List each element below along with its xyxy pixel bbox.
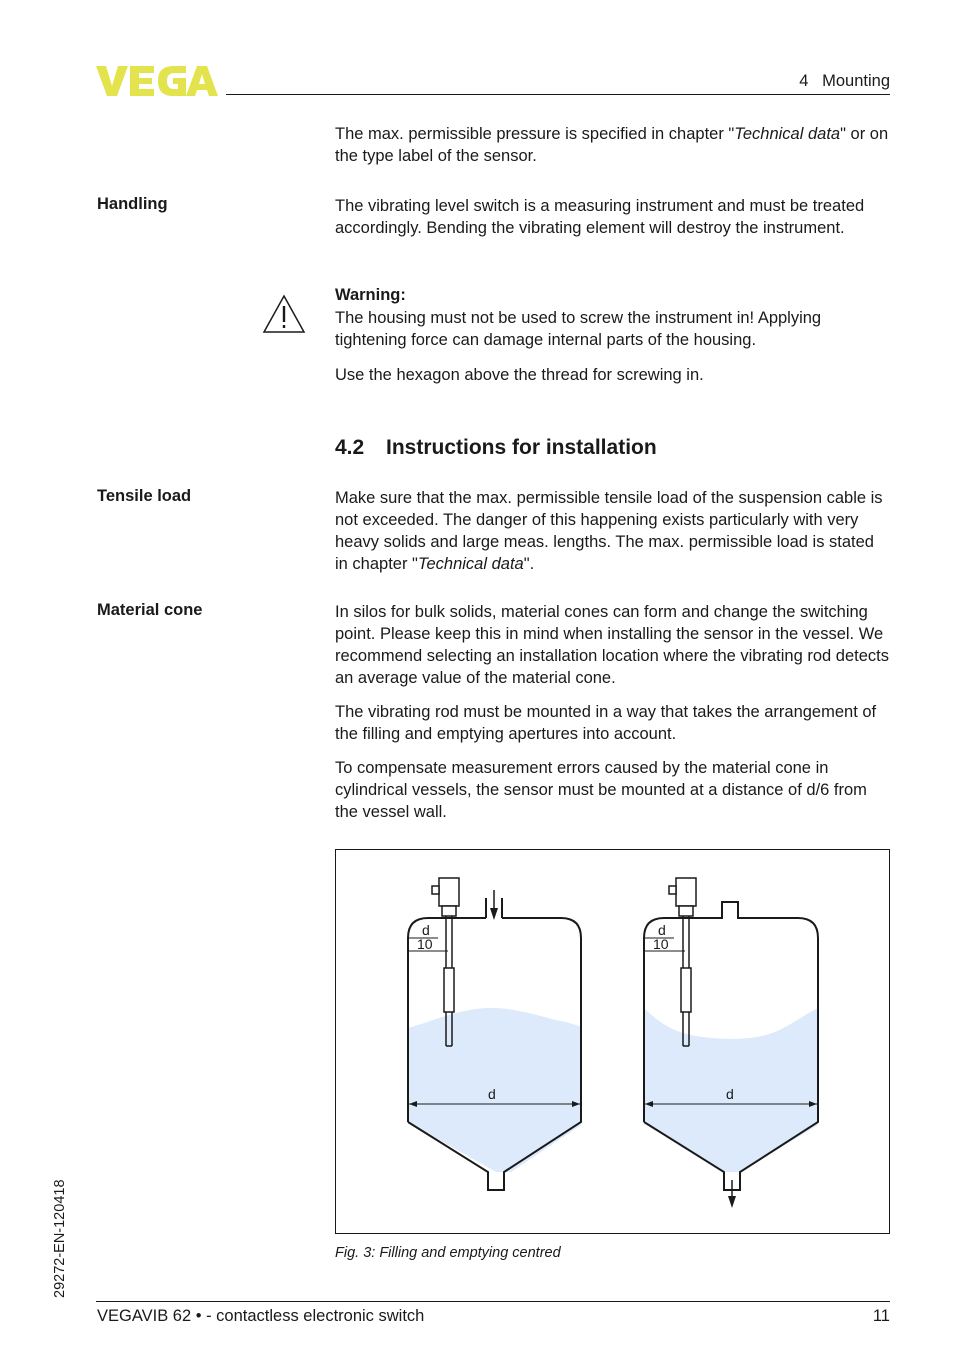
left-d10-num: d xyxy=(422,922,430,938)
section-title: Instructions for installation xyxy=(386,436,657,459)
left-d10-den: 10 xyxy=(417,936,433,952)
handling-label: Handling xyxy=(97,195,168,213)
intro-italic: Technical data xyxy=(734,125,841,143)
vega-logo xyxy=(96,64,220,98)
material-cone-p2: The vibrating rod must be mounted in a way that takes the arrangement of the filling and emptying apertures into account. xyxy=(335,703,877,743)
left-d-label: d xyxy=(488,1086,496,1102)
section-number: 4.2 xyxy=(335,436,365,459)
material-cone-label: Material cone xyxy=(97,601,203,619)
tensile-italic: Technical data xyxy=(417,555,524,573)
document-number: 29272-EN-120418 xyxy=(52,1179,68,1298)
right-silo xyxy=(644,902,818,1208)
page-number: 11 xyxy=(872,1307,890,1325)
warning-icon xyxy=(262,294,306,334)
footer-rule xyxy=(96,1301,890,1302)
material-cone-p1: In silos for bulk solids, material cones can form and change the switching point. Please keep this in mind when installing the sensor in the vessel. We recommend selecting an installation location where the vibrating rod detects an average value of the material cone. xyxy=(335,603,889,687)
right-d-label: d xyxy=(726,1086,734,1102)
header-rule xyxy=(226,94,890,95)
footer-title: VEGAVIB 62 • - contactless electronic switch xyxy=(97,1307,425,1325)
handling-paragraph: The vibrating level switch is a measuring instrument and must be treated accordingly. Bending the vibrating element will destroy the instrument. xyxy=(335,197,865,237)
hexagon-note: Use the hexagon above the thread for screwing in. xyxy=(335,366,704,384)
section-heading xyxy=(335,436,657,460)
right-d10-num: d xyxy=(658,922,666,938)
intro-paragraph: The max. permissible pressure is specified in chapter "Technical data" or on the type label of the sensor. xyxy=(335,125,889,165)
tensile-paragraph: Make sure that the max. permissible tensile load of the suspension cable is not exceeded. The danger of this happening exists particularly with very heavy solids and large meas. lengths. The max. permissible load is stated in chapter "Technical data". xyxy=(335,489,883,573)
header-section: 4 Mounting xyxy=(799,72,890,90)
warning-text: The housing must not be used to screw the instrument in! Applying tightening force can damage internal parts of the housing. xyxy=(335,309,822,349)
right-d10-den: 10 xyxy=(653,936,669,952)
tensile-label: Tensile load xyxy=(97,487,192,505)
silo-diagram xyxy=(336,850,889,1233)
right-sensor xyxy=(669,878,696,1046)
left-silo xyxy=(408,890,581,1190)
figure-frame xyxy=(335,849,890,1234)
warning-title: Warning: xyxy=(335,286,406,304)
material-cone-p3: To compensate measurement errors caused by the material cone in cylindrical vessels, the sensor must be mounted at a distance of d/6 from the vessel wall. xyxy=(335,759,867,821)
figure-caption: Fig. 3: Filling and emptying centred xyxy=(335,1245,561,1261)
